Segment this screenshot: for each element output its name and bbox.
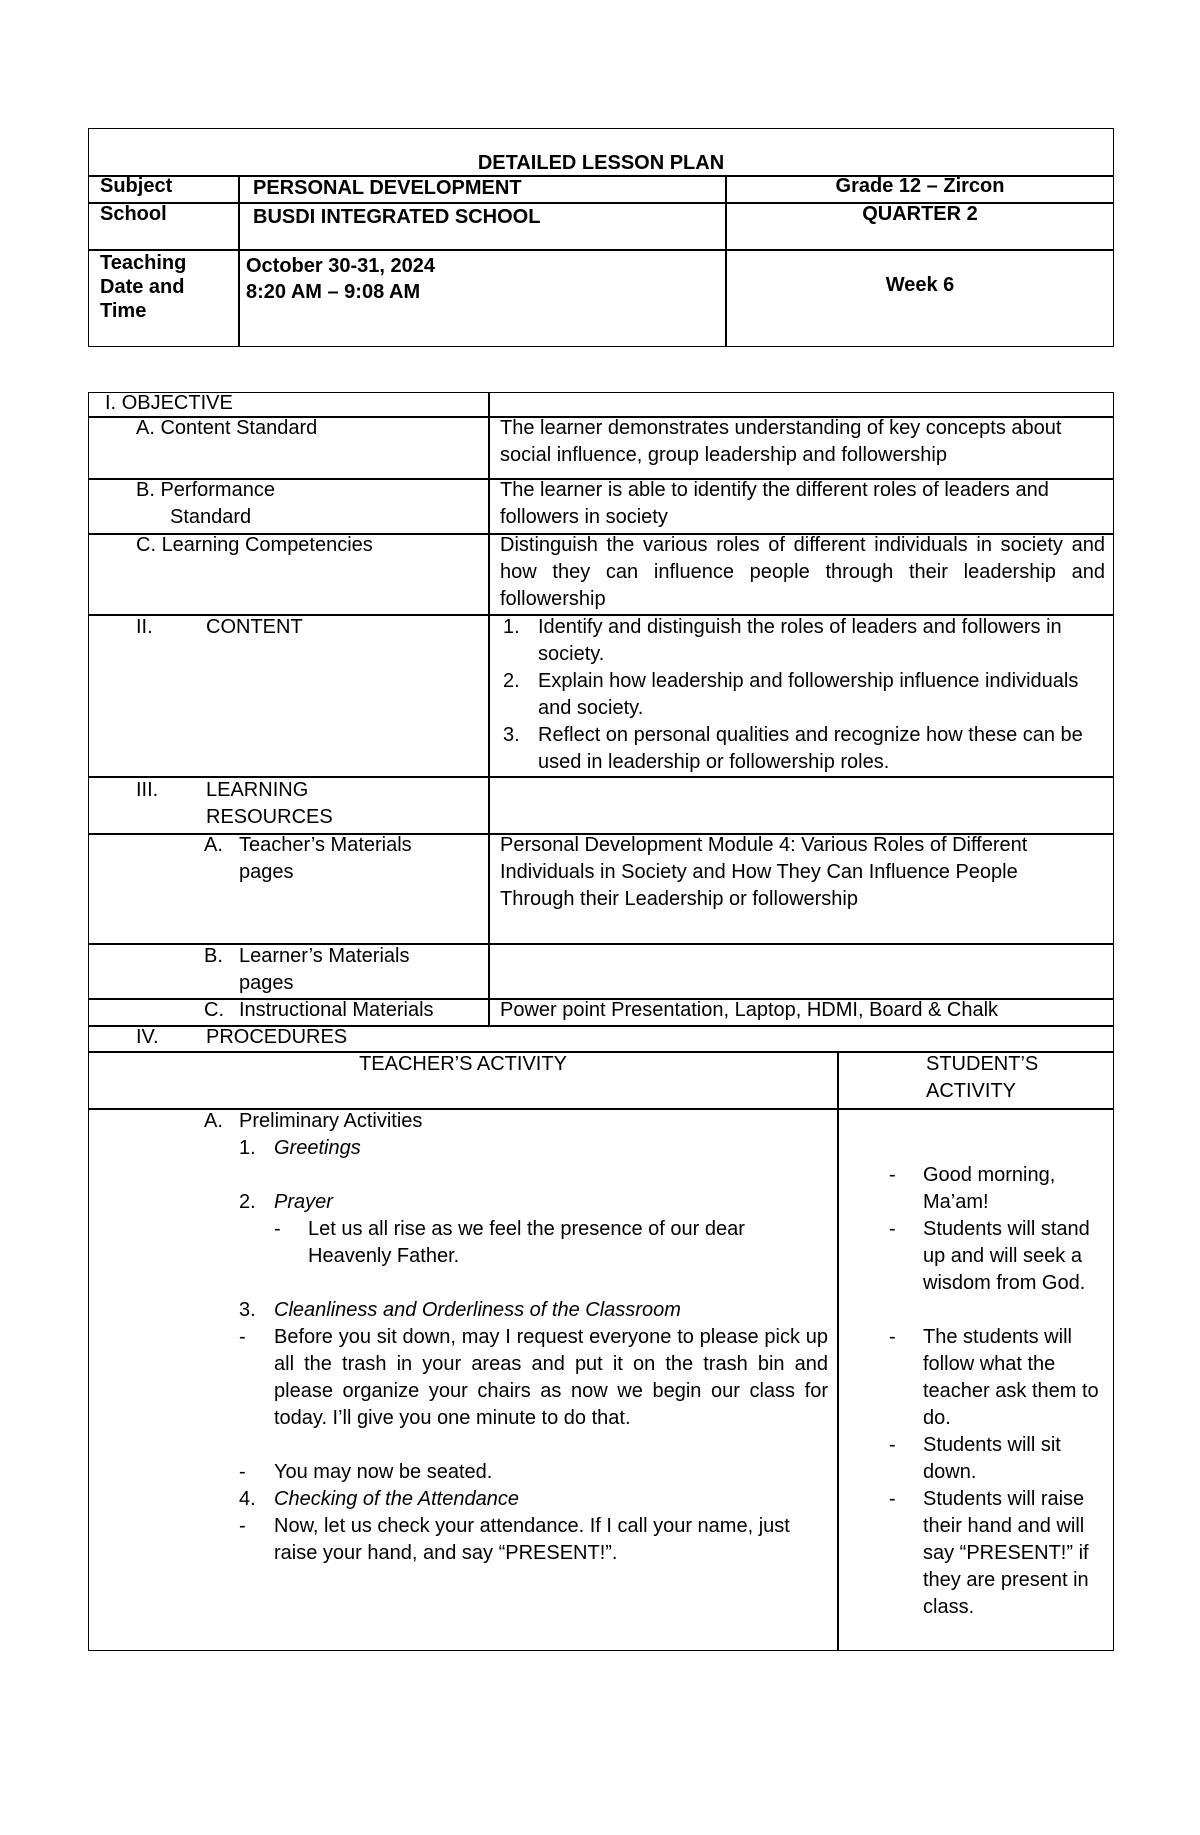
- content-number: II.: [136, 616, 153, 638]
- procedures-number: IV.: [136, 1026, 159, 1048]
- performance-standard-label-line2: Standard: [170, 506, 252, 528]
- student-response-seated: Students will sit down.: [923, 1434, 1061, 1483]
- teacher-activity-heading: TEACHER’S ACTIVITY: [359, 1053, 567, 1075]
- attendance-label: Checking of the Attendance: [274, 1488, 519, 1510]
- teaching-label-line2: Date and: [100, 276, 185, 298]
- content-standard-text: Content Standard: [160, 417, 318, 439]
- week-label: Week 6: [885, 274, 955, 296]
- content-label: CONTENT: [206, 616, 303, 638]
- student-activity-heading-line2: ACTIVITY: [926, 1080, 1017, 1102]
- student-dash-5: -: [889, 1488, 896, 1510]
- learners-materials-label-line2: pages: [239, 972, 294, 994]
- cleanliness-instruction: Before you sit down, may I request everyone to please pick up all the trash in your areas and put it on the trash bin and please organize your chairs as now we begin our class for today. I’ll give you one minute to do that.: [274, 1326, 828, 1429]
- instructional-materials-number: C.: [204, 999, 224, 1021]
- seated-instruction: You may now be seated.: [274, 1461, 493, 1483]
- content-item-2-number: 2.: [503, 670, 520, 692]
- lesson-plan-main-table: [88, 392, 1114, 1651]
- grade-section: Grade 12 – Zircon: [835, 175, 1005, 197]
- performance-standard-label: [136, 477, 275, 504]
- objective-label: OBJECTIVE: [121, 392, 233, 414]
- student-dash-1: -: [889, 1164, 896, 1186]
- learning-competencies-value: Distinguish the various roles of different individuals in society and how they can influence people through their leadership and followership: [500, 534, 1105, 610]
- content-item-1: Identify and distinguish the roles of leaders and followers in society.: [538, 616, 1062, 665]
- procedures-label: PROCEDURES: [206, 1026, 348, 1048]
- objective-number: I.: [105, 392, 117, 414]
- teaching-label-line1: Teaching: [100, 252, 187, 274]
- teaching-time: 8:20 AM – 9:08 AM: [246, 281, 421, 303]
- objective-heading: [105, 390, 233, 417]
- subject-value: PERSONAL DEVELOPMENT: [253, 177, 522, 199]
- teaching-label-line3: Time: [100, 300, 147, 322]
- student-response-greeting: Good morning, Ma’am!: [923, 1164, 1056, 1213]
- performance-standard-text: Performance: [160, 479, 275, 501]
- quarter-label: QUARTER 2: [862, 203, 978, 225]
- prayer-label: Prayer: [274, 1191, 333, 1213]
- student-dash-4: -: [889, 1434, 896, 1456]
- school-value: BUSDI INTEGRATED SCHOOL: [253, 206, 541, 228]
- content-standard-number: A.: [136, 417, 155, 439]
- learners-materials-label: Learner’s Materials: [239, 945, 410, 967]
- performance-standard-number: B.: [136, 479, 155, 501]
- lesson-plan-title: DETAILED LESSON PLAN: [477, 152, 725, 174]
- content-item-2: Explain how leadership and followership influence individuals and society.: [538, 670, 1079, 719]
- preliminary-number: A.: [204, 1110, 223, 1132]
- content-item-3: Reflect on personal qualities and recognize how these can be used in leadership or followership roles.: [538, 724, 1083, 773]
- teaching-date: October 30-31, 2024: [246, 255, 435, 277]
- prayer-instruction: Let us all rise as we feel the presence of our dear Heavenly Father.: [308, 1218, 745, 1267]
- instructional-materials-value: Power point Presentation, Laptop, HDMI, Board & Chalk: [500, 999, 999, 1021]
- prayer-number: 2.: [239, 1191, 256, 1213]
- instructional-materials-label: Instructional Materials: [239, 999, 434, 1021]
- learning-competencies-label: [136, 532, 373, 559]
- cleanliness-dash-1: -: [239, 1326, 246, 1348]
- teachers-materials-value: Personal Development Module 4: Various Roles of Different Individuals in Society and How They Can Influence People Through their Leadership or followership: [500, 834, 1028, 910]
- content-item-3-number: 3.: [503, 724, 520, 746]
- preliminary-label: Preliminary Activities: [239, 1110, 423, 1132]
- resources-label-line2: RESOURCES: [206, 806, 333, 828]
- content-standard-label: [136, 415, 317, 442]
- resources-label-line1: LEARNING: [206, 779, 309, 801]
- cleanliness-dash-2: -: [239, 1461, 246, 1483]
- subject-label: Subject: [100, 175, 173, 197]
- cleanliness-label: Cleanliness and Orderliness of the Classroom: [274, 1299, 681, 1321]
- prayer-dash: -: [274, 1218, 281, 1240]
- student-dash-2: -: [889, 1218, 896, 1240]
- learning-competencies-number: C.: [136, 534, 156, 556]
- attendance-dash: -: [239, 1515, 246, 1537]
- school-label: School: [100, 203, 167, 225]
- student-activity-heading-line1: STUDENT’S: [926, 1053, 1039, 1075]
- content-standard-value: The learner demonstrates understanding of key concepts about social influence, group leadership and followership: [500, 417, 1062, 466]
- teachers-materials-label: Teacher’s Materials: [239, 834, 412, 856]
- teachers-materials-number: A.: [204, 834, 223, 856]
- content-item-1-number: 1.: [503, 616, 520, 638]
- student-response-attendance: Students will raise their hand and will say “PRESENT!” if they are present in class.: [923, 1488, 1089, 1618]
- greetings-number: 1.: [239, 1137, 256, 1159]
- lesson-plan-header-table: [88, 128, 1114, 347]
- teachers-materials-label-line2: pages: [239, 861, 294, 883]
- student-dash-3: -: [889, 1326, 896, 1348]
- greetings-label: Greetings: [274, 1137, 361, 1159]
- student-response-cleanliness: The students will follow what the teacher ask them to do.: [923, 1326, 1099, 1429]
- learning-competencies-text: Learning Competencies: [161, 534, 373, 556]
- performance-standard-value: The learner is able to identify the different roles of leaders and followers in society: [500, 479, 1049, 528]
- attendance-number: 4.: [239, 1488, 256, 1510]
- learners-materials-number: B.: [204, 945, 223, 967]
- cleanliness-number: 3.: [239, 1299, 256, 1321]
- resources-number: III.: [136, 779, 159, 801]
- student-response-prayer: Students will stand up and will seek a wisdom from God.: [923, 1218, 1090, 1294]
- attendance-instruction: Now, let us check your attendance. If I call your name, just raise your hand, and say “PRESENT!”.: [274, 1515, 790, 1564]
